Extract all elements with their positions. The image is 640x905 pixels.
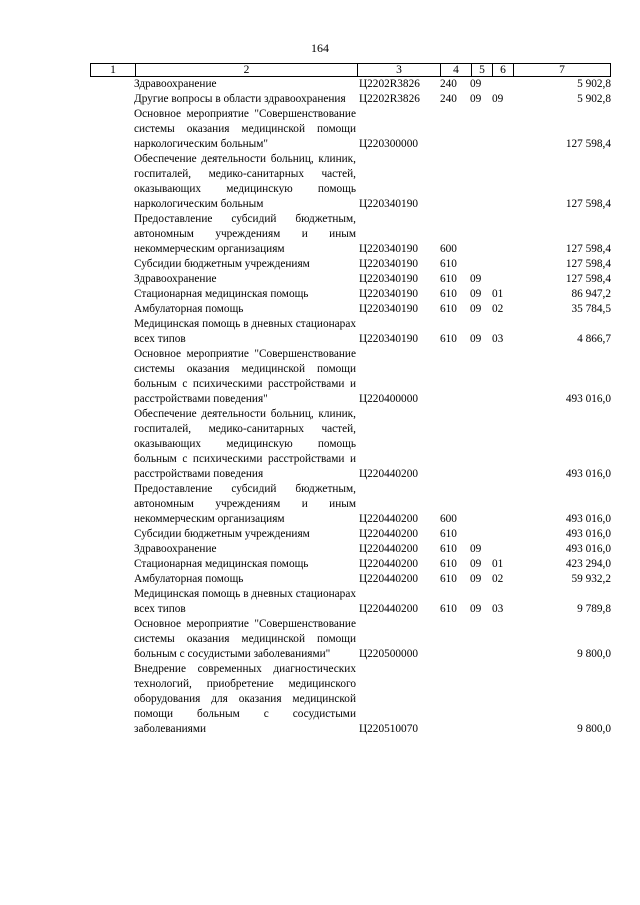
row-expense-type: 610 [440,273,457,285]
table-row [90,107,611,152]
row-expense-type: 610 [440,303,457,315]
budget-table-body [90,77,611,737]
row-code: Ц220440200 [359,468,418,480]
row-amount: 127 598,4 [565,138,611,150]
table-row [90,287,611,302]
row-amount: 86 947,2 [571,288,611,300]
row-section [470,527,492,542]
row-section [470,662,492,737]
row-expense-type [440,347,470,407]
row-code: Ц220400000 [359,393,418,405]
row-code: Ц220340190 [359,258,418,270]
table-row [90,407,611,482]
row-name: Субсидии бюджетным учреждениям [134,528,310,540]
row-col-1 [90,662,134,737]
row-section: 09 [470,573,482,585]
row-expense-type: 610 [440,573,457,585]
row-subsection [492,212,514,257]
row-expense-type: 240 [440,93,457,105]
row-subsection [492,482,514,527]
row-code: Ц220340190 [359,288,418,300]
row-col-1 [90,107,134,152]
row-col-1 [90,212,134,257]
row-col-1 [90,587,134,617]
row-section: 09 [470,543,482,555]
row-name: Основное мероприятие "Совершенствование системы оказания медицинской помощи больным с психическими расстройствами и расстройствами поведения" [134,348,356,405]
row-section [470,482,492,527]
row-code: Ц220500000 [359,648,418,660]
row-code: Ц220300000 [359,138,418,150]
row-name: Другие вопросы в области здравоохранения [134,93,346,105]
table-row [90,662,611,737]
header-col-2: 2 [136,64,358,77]
row-section [470,407,492,482]
row-name: Здравоохранение [134,543,217,555]
row-amount: 127 598,4 [565,258,611,270]
row-section: 09 [470,558,482,570]
row-name: Медицинская помощь в дневных стационарах всех типов [134,588,356,615]
row-amount: 35 784,5 [571,303,611,315]
row-col-1 [90,302,134,317]
row-amount: 127 598,4 [565,243,611,255]
row-amount: 9 789,8 [577,603,611,615]
row-amount: 493 016,0 [565,528,611,540]
header-col-7: 7 [514,64,611,77]
row-col-1 [90,287,134,302]
row-col-1 [90,527,134,542]
row-expense-type: 240 [440,78,457,90]
row-amount: 493 016,0 [565,393,611,405]
row-code: Ц220510070 [359,723,418,735]
row-section [470,257,492,272]
row-col-1 [90,152,134,212]
table-row [90,557,611,572]
table-row [90,302,611,317]
row-subsection: 09 [492,93,504,105]
row-expense-type: 610 [440,258,457,270]
row-name: Предоставление субсидий бюджетным, автономным учреждениям и иным некоммерческим организациям [134,483,356,525]
row-subsection: 01 [492,288,504,300]
row-subsection [492,662,514,737]
row-name: Обеспечение деятельности больниц, клиник, госпиталей, медико-санитарных частей, оказывающих медицинскую помощь наркологическим больным [134,153,356,210]
row-subsection [492,152,514,212]
table-row [90,92,611,107]
table-row [90,527,611,542]
row-amount: 493 016,0 [565,468,611,480]
row-col-1 [90,257,134,272]
row-subsection [492,527,514,542]
row-col-1 [90,407,134,482]
row-code: Ц220440200 [359,558,418,570]
row-section: 09 [470,288,482,300]
row-expense-type: 610 [440,543,457,555]
row-expense-type: 600 [440,513,457,525]
row-name: Здравоохранение [134,78,217,90]
row-subsection [492,407,514,482]
row-expense-type [440,152,470,212]
row-name: Здравоохранение [134,273,217,285]
row-section: 09 [470,273,482,285]
row-col-1 [90,317,134,347]
row-col-1 [90,617,134,662]
table-row [90,317,611,347]
row-col-1 [90,272,134,287]
page-number: 164 [311,41,329,55]
row-name: Амбулаторная помощь [134,573,244,585]
row-expense-type: 610 [440,288,457,300]
table-row [90,617,611,662]
row-code: Ц220340190 [359,273,418,285]
table-row [90,572,611,587]
row-expense-type: 610 [440,528,457,540]
row-expense-type [440,407,470,482]
column-number-header [90,63,611,77]
row-amount: 4 866,7 [577,333,611,345]
row-amount: 127 598,4 [565,198,611,210]
row-col-1 [90,347,134,407]
row-subsection: 02 [492,303,504,315]
row-expense-type [440,662,470,737]
budget-table [90,77,611,737]
row-code: Ц2202R3826 [359,93,420,105]
row-section: 09 [470,333,482,345]
row-section [470,347,492,407]
row-expense-type: 610 [440,558,457,570]
table-row [90,482,611,527]
row-name: Стационарная медицинская помощь [134,288,309,300]
row-code: Ц220440200 [359,543,418,555]
header-col-3: 3 [358,64,441,77]
row-section [470,152,492,212]
table-row [90,152,611,212]
row-section: 09 [470,93,482,105]
row-col-1 [90,77,134,92]
row-code: Ц2202R3826 [359,78,420,90]
table-row [90,77,611,92]
table-row [90,347,611,407]
row-amount: 493 016,0 [565,543,611,555]
row-amount: 5 902,8 [577,93,611,105]
row-subsection [492,257,514,272]
row-amount: 9 800,0 [577,648,611,660]
row-col-1 [90,557,134,572]
row-amount: 5 902,8 [577,78,611,90]
row-expense-type [440,617,470,662]
row-section: 09 [470,303,482,315]
row-amount: 59 932,2 [571,573,611,585]
row-amount: 127 598,4 [565,273,611,285]
table-row [90,212,611,257]
row-amount: 423 294,0 [565,558,611,570]
row-code: Ц220340190 [359,303,418,315]
row-expense-type: 610 [440,333,457,345]
row-subsection [492,77,514,92]
row-code: Ц220440200 [359,513,418,525]
row-code: Ц220340190 [359,198,418,210]
row-name: Обеспечение деятельности больниц, клиник, госпиталей, медико-санитарных частей, оказывающих медицинскую помощь больным с психическими расстройствами и расстройствами поведения [134,408,356,480]
row-section: 09 [470,603,482,615]
row-amount: 493 016,0 [565,513,611,525]
row-section: 09 [470,78,482,90]
row-name: Основное мероприятие "Совершенствование системы оказания медицинской помощи наркологическим больным" [134,108,356,150]
row-amount: 9 800,0 [577,723,611,735]
header-col-5: 5 [472,64,493,77]
row-subsection: 02 [492,573,504,585]
row-section [470,107,492,152]
row-section [470,617,492,662]
table-row [90,272,611,287]
row-code: Ц220340190 [359,243,418,255]
header-col-6: 6 [493,64,514,77]
row-name: Амбулаторная помощь [134,303,244,315]
row-subsection [492,542,514,557]
row-expense-type [440,107,470,152]
table-row [90,542,611,557]
row-col-1 [90,542,134,557]
row-subsection [492,347,514,407]
row-subsection: 03 [492,333,504,345]
row-subsection [492,617,514,662]
row-expense-type: 600 [440,243,457,255]
row-col-1 [90,572,134,587]
header-col-1: 1 [91,64,136,77]
row-subsection: 01 [492,558,504,570]
row-code: Ц220440200 [359,528,418,540]
row-section [470,212,492,257]
row-code: Ц220340190 [359,333,418,345]
row-name: Внедрение современных диагностических технологий, приобретение медицинского оборудования для оказания медицинской помощи больным с сосудистыми заболеваниями [134,663,356,735]
row-name: Субсидии бюджетным учреждениям [134,258,310,270]
row-subsection [492,272,514,287]
row-subsection [492,107,514,152]
row-code: Ц220440200 [359,573,418,585]
row-subsection: 03 [492,603,504,615]
header-col-4: 4 [441,64,472,77]
row-col-1 [90,92,134,107]
row-name: Предоставление субсидий бюджетным, автономным учреждениям и иным некоммерческим организациям [134,213,356,255]
row-name: Стационарная медицинская помощь [134,558,309,570]
row-name: Медицинская помощь в дневных стационарах всех типов [134,318,356,345]
row-name: Основное мероприятие "Совершенствование системы оказания медицинской помощи больным с сосудистыми заболеваниями" [134,618,356,660]
table-row [90,257,611,272]
table-row [90,587,611,617]
row-expense-type: 610 [440,603,457,615]
row-col-1 [90,482,134,527]
row-code: Ц220440200 [359,603,418,615]
